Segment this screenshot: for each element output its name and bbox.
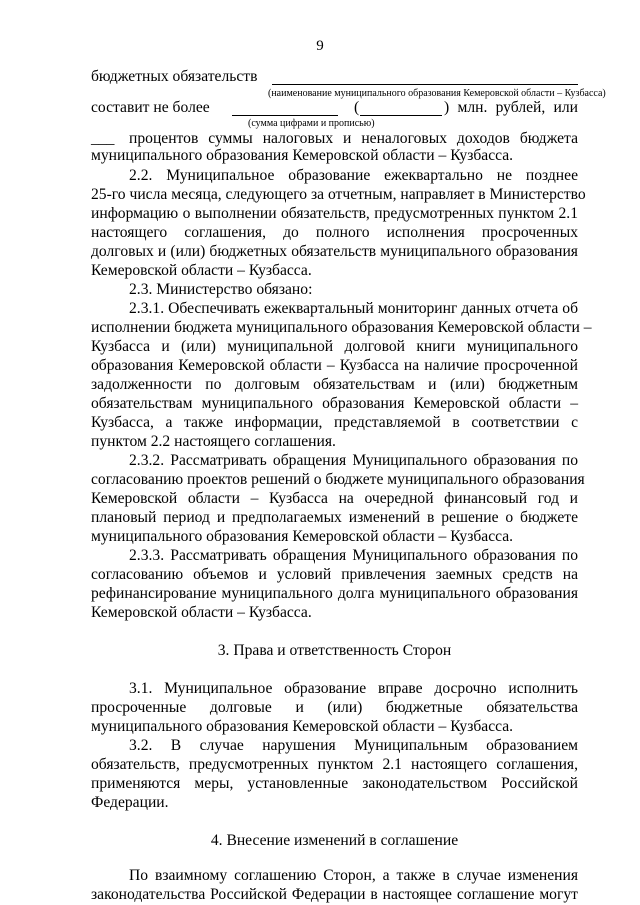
text-line: 3.1. Муниципальное образование вправе досрочно исполнить (129, 680, 578, 697)
sum-line-right: ) млн. рублей, или (444, 99, 578, 116)
text-line: обязательств, предусмотренных пунктом 2.1 настоящего соглашения, (91, 756, 578, 773)
budget-obligations-label: бюджетных обязательств (91, 68, 258, 85)
text-line: муниципального образования Кемеровской области – Кузбасса. (91, 528, 514, 545)
text-line: 2.2. Муниципальное образование ежеквартально не позднее (129, 167, 578, 184)
text-line: настоящего соглашения, до полного исполнения просроченных (91, 224, 578, 241)
text-line: образования Кемеровской области – Кузбасса на наличие просроченной (91, 357, 578, 374)
text-line: Кемеровской области – Кузбасса. (91, 604, 312, 621)
municipality-name-caption: (наименование муниципального образования Кемеровской области – Кузбасса) (268, 88, 606, 99)
sum-words-blank (360, 115, 442, 116)
text-line: 2.3.3. Рассматривать обращения Муниципального образования по (129, 547, 578, 564)
text-line: Кемеровской области – Кузбасса. (91, 262, 312, 279)
text-line: просроченные долговые и (или) бюджетные обязательства (91, 699, 578, 716)
text-line: Кемеровской области – Кузбасса на очередной финансовый год и (91, 490, 578, 507)
text-line: Кузбасса, а также информации, представляемой в соответствии с (91, 414, 578, 431)
text-line: рефинансирование муниципального долга муниципального образования (91, 585, 578, 602)
text-line: 3.2. В случае нарушения Муниципальным образованием (129, 737, 578, 754)
text-line: 2.3.2. Рассматривать обращения Муниципального образования по (129, 452, 578, 469)
text-line: информацию о выполнении обязательств, предусмотренных пунктом 2.1 (91, 205, 578, 222)
municipality-name-blank (272, 84, 578, 85)
sum-digits-blank (232, 115, 338, 116)
text-line: Кузбасса и (или) муниципальной долговой книги муниципального (91, 338, 578, 355)
text-line: плановый период и предполагаемых изменений в решение о бюджете (91, 509, 578, 526)
sum-caption: (сумма цифрами и прописью) (248, 118, 375, 129)
text-line: По взаимному соглашению Сторон, а также в случае изменения (129, 867, 578, 884)
text-line: 2.3. Министерство обязано: (129, 281, 313, 298)
text-line: согласованию объемов и условий привлечения заемных средств на (91, 566, 578, 583)
text-line: муниципального образования Кемеровской области – Кузбасса. (91, 718, 514, 735)
text-line: муниципального образования Кемеровской области – Кузбасса. (91, 147, 514, 164)
text-line: согласованию проектов решений о бюджете муниципального образования (91, 471, 585, 488)
sum-line-left: составит не более (91, 99, 210, 116)
text-line: пунктом 2.2 настоящего соглашения. (91, 433, 336, 450)
text-line: 2.3.1. Обеспечивать ежеквартальный мониторинг данных отчета об (129, 300, 578, 317)
text-line: Федерации. (91, 794, 169, 811)
text-line: законодательства Российской Федерации в настоящее соглашение могут (91, 886, 578, 903)
text-line: обязательствам муниципального образования Кемеровской области – (91, 395, 578, 412)
page-number: 9 (316, 38, 324, 54)
section-heading-3: 3. Права и ответственность Сторон (217, 642, 452, 659)
percent-blank: ___ (91, 130, 115, 147)
text-line: применяются меры, установленные законодательством Российской (91, 775, 578, 792)
text-line: 25-го числа месяца, следующего за отчетным, направляет в Министерство (91, 186, 586, 203)
sum-paren-open: ( (354, 99, 360, 116)
text-line: долговых и (или) бюджетных обязательств муниципального образования (91, 243, 578, 260)
text-line: задолженности по долговым обязательствам и (или) бюджетным (91, 376, 578, 393)
section-heading-4: 4. Внесение изменений в соглашение (210, 832, 459, 849)
text-line: исполнении бюджета муниципального образования Кемеровской области – (91, 319, 592, 336)
percent-line-text: процентов суммы налоговых и неналоговых доходов бюджета (129, 130, 578, 147)
